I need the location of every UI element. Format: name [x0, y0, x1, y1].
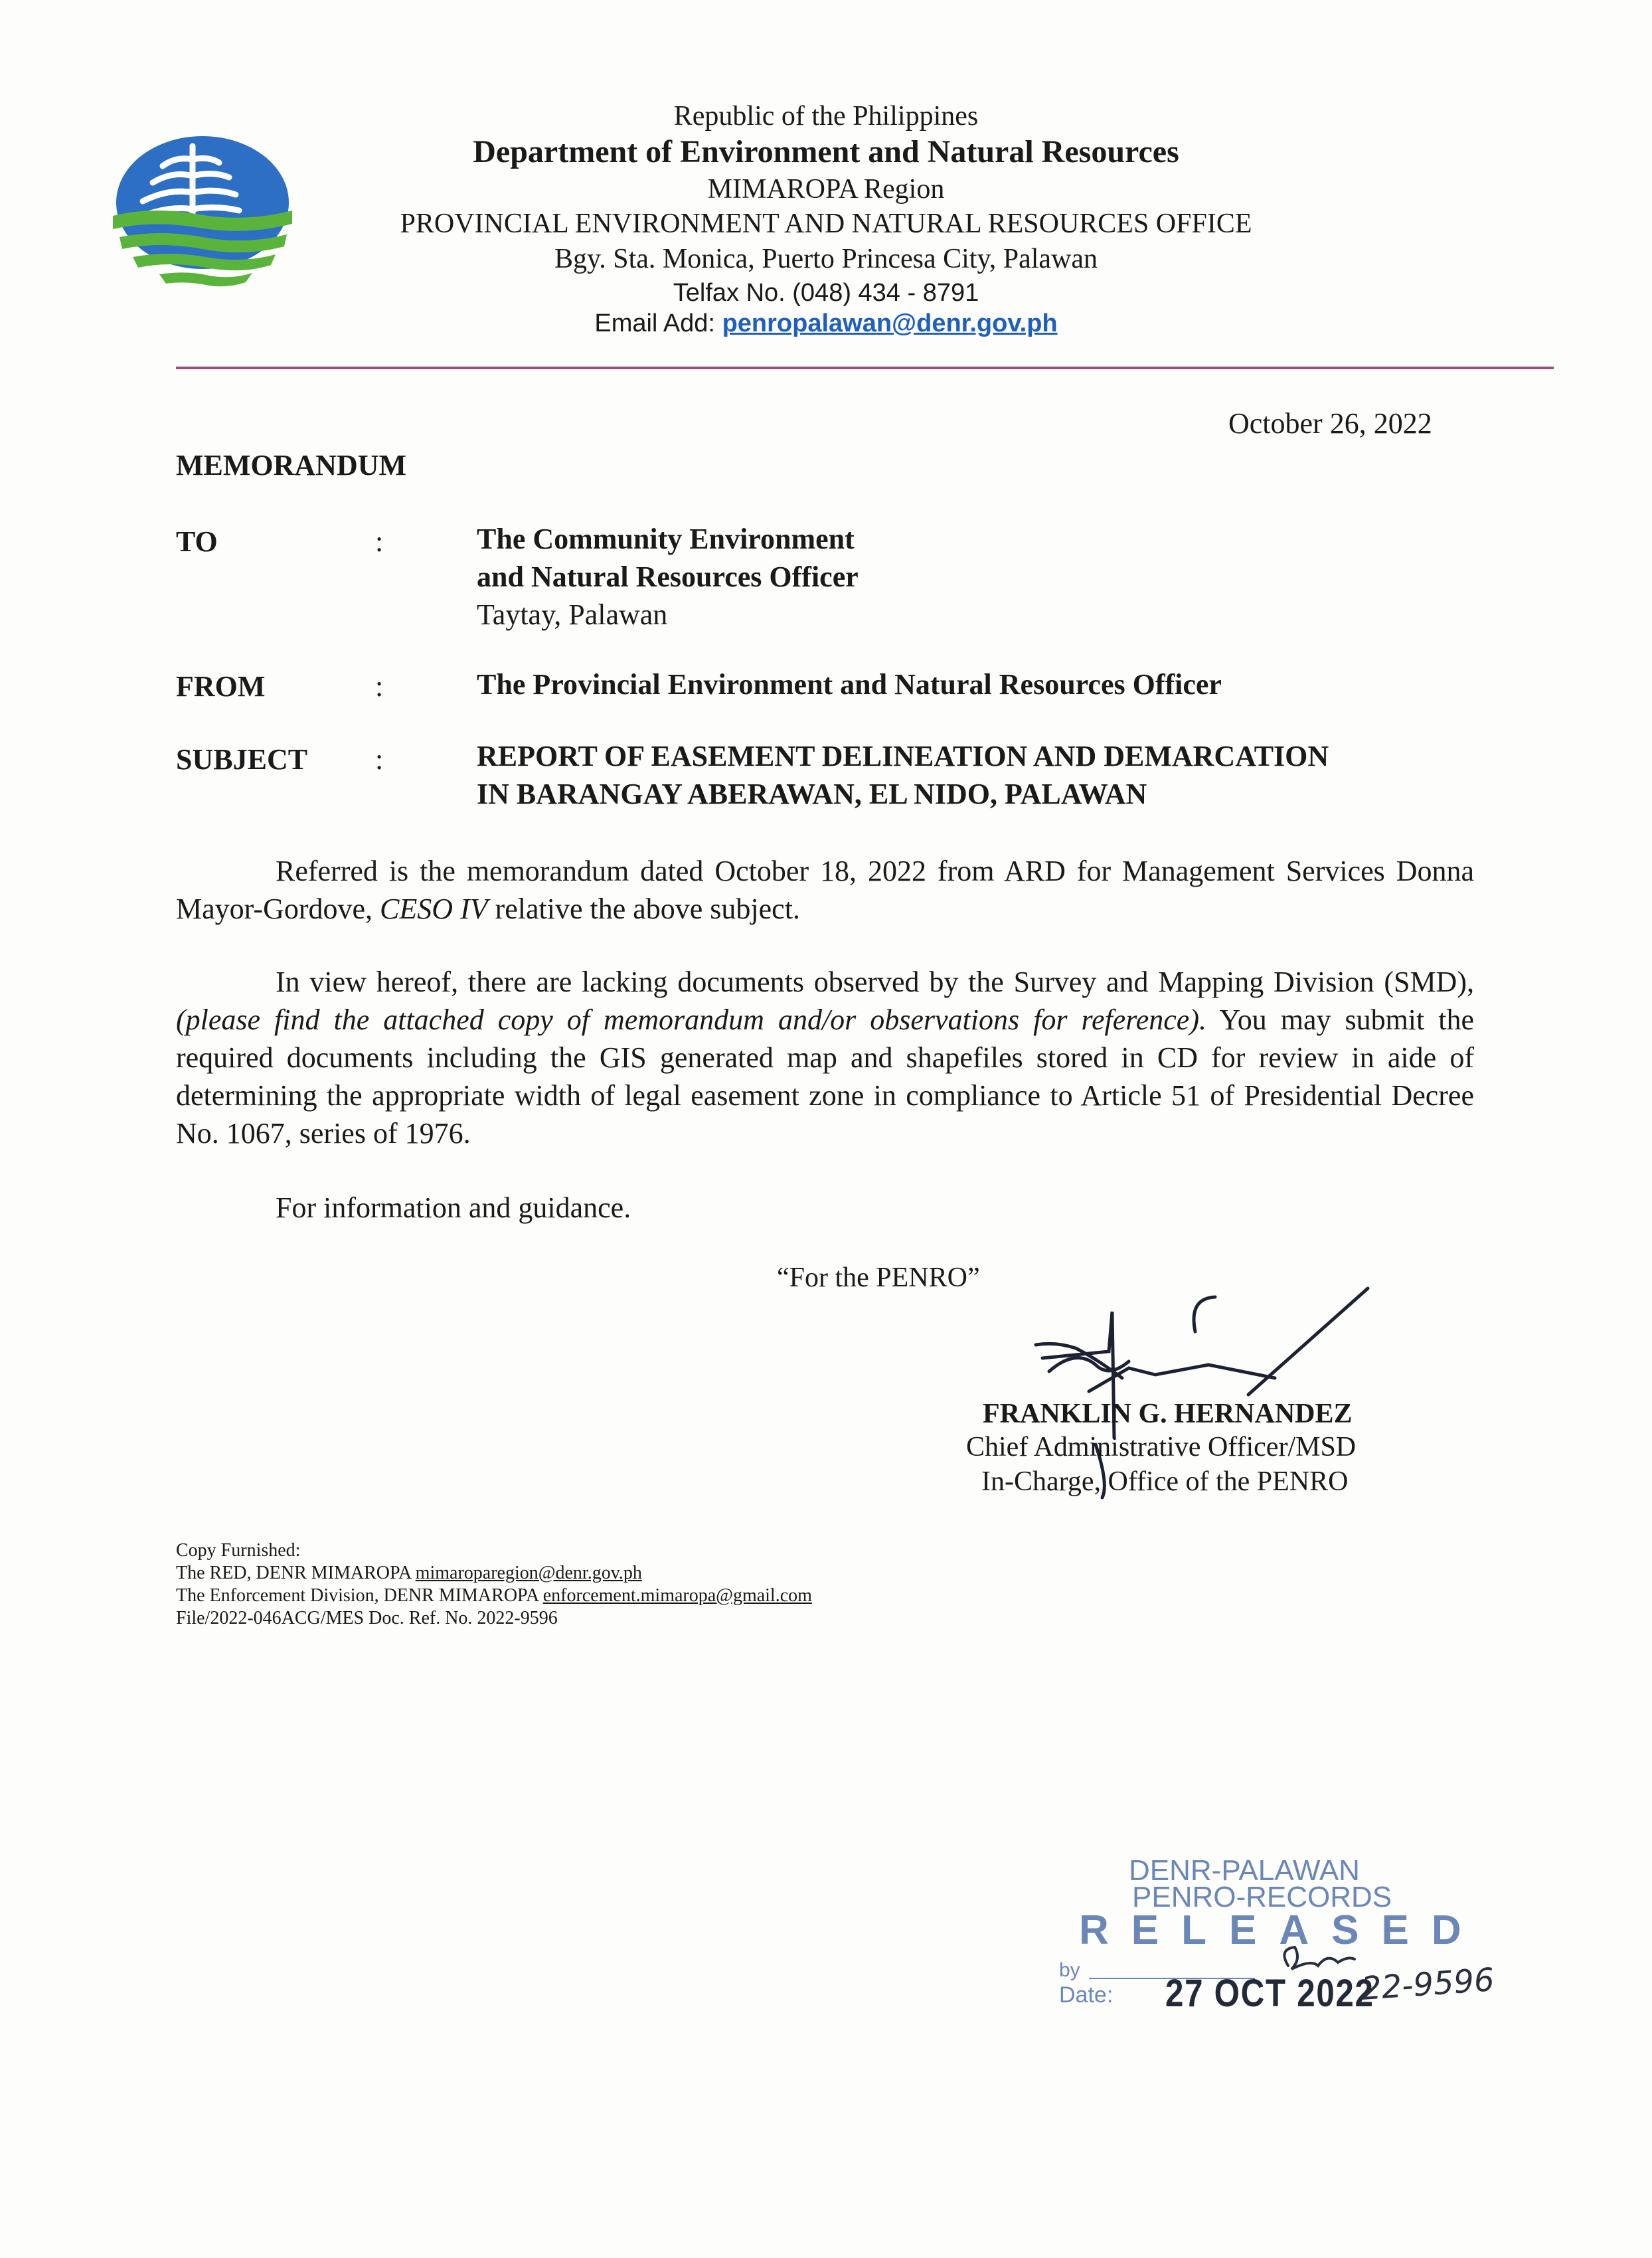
header-divider	[176, 367, 1554, 369]
signatory-title-2: In-Charge, Office of the PENRO	[981, 1466, 1349, 1497]
from-label: FROM	[176, 670, 266, 703]
for-penro-line: “For the PENRO”	[777, 1262, 980, 1293]
stamp-line-1: DENR-PALAWAN	[1129, 1854, 1360, 1887]
memo-date: October 26, 2022	[1228, 407, 1432, 440]
stamp-released: RELEASED	[1079, 1907, 1484, 1953]
stamp-initials-icon	[1272, 1939, 1358, 1979]
subject-line-1: REPORT OF EASEMENT DELINEATION AND DEMARCATION	[477, 740, 1329, 772]
subject-value	[477, 737, 1329, 813]
email-label: Email Add:	[594, 309, 715, 337]
copy-furnished-line-2: The Enforcement Division, DENR MIMAROPA enforcement.mimaropa@gmail.com	[176, 1585, 812, 1606]
copy-furnished	[176, 1539, 812, 1630]
to-value	[477, 520, 859, 634]
body-paragraph-1: Referred is the memorandum dated October 18, 2022 from ARD for Management Services Donna Mayor-Gordove, CESO IV relative the above subject.	[176, 855, 1474, 925]
region-line: MIMAROPA Region	[707, 174, 945, 205]
to-line-3: Taytay, Palawan	[477, 598, 668, 631]
subject-colon: :	[375, 743, 384, 776]
email-line	[0, 309, 1652, 338]
copy-email-1[interactable]: mimaroparegion@denr.gov.ph	[415, 1563, 642, 1583]
copy-email-2[interactable]: enforcement.mimaropa@gmail.com	[542, 1585, 812, 1606]
stamp-by-label: by	[1059, 1959, 1080, 1981]
to-colon: :	[375, 525, 384, 558]
office-line: PROVINCIAL ENVIRONMENT AND NATURAL RESOURCES OFFICE	[400, 209, 1252, 239]
stamp-line-2: PENRO-RECORDS	[1132, 1881, 1392, 1913]
copy-furnished-line-3: File/2022-046ACG/MES Doc. Ref. No. 2022-9596	[176, 1608, 558, 1628]
subject-label: SUBJECT	[176, 743, 308, 776]
body-paragraph-3: For information and guidance.	[276, 1191, 631, 1224]
body-paragraph-2: In view hereof, there are lacking documents observed by the Survey and Mapping Division (SMD), (please find the attached copy of memorandum and/or observations for reference). You may submit the required documents including the GIS generated map and shapefiles stored in CD for review in aide of determining the appropriate width of legal easement zone in compliance to Article 51 of Presidential Decree No. 1067, series of 1976.	[176, 966, 1474, 1150]
stamp-handwritten-ref: 22-9596	[1360, 1961, 1496, 2008]
to-line-1: The Community Environment	[477, 523, 855, 555]
address-line: Bgy. Sta. Monica, Puerto Princesa City, Palawan	[554, 244, 1098, 274]
stamp-date-label: Date:	[1059, 1982, 1114, 2008]
from-value: The Provincial Environment and Natural Resources Officer	[477, 668, 1222, 701]
telfax-line: Telfax No. (048) 434 - 8791	[673, 279, 979, 307]
memo-title: MEMORANDUM	[176, 449, 407, 481]
to-label: TO	[176, 525, 218, 558]
subject-line-2: IN BARANGAY ABERAWAN, EL NIDO, PALAWAN	[477, 778, 1147, 810]
copy-furnished-heading: Copy Furnished:	[176, 1540, 301, 1561]
signatory-name: FRANKLIN G. HERNANDEZ	[983, 1399, 1353, 1429]
from-colon: :	[375, 670, 384, 703]
stamp-date-value: 27 OCT 2022	[1165, 1972, 1374, 2015]
copy-furnished-line-1: The RED, DENR MIMAROPA mimaroparegion@denr.gov.ph	[176, 1563, 642, 1583]
republic-line: Republic of the Philippines	[673, 101, 979, 131]
to-line-2: and Natural Resources Officer	[477, 561, 859, 593]
signatory-title-1: Chief Administrative Officer/MSD	[966, 1432, 1357, 1462]
email-link[interactable]: penropalawan@denr.gov.ph	[722, 309, 1058, 337]
department-name: Department of Environment and Natural Resources	[473, 134, 1179, 169]
